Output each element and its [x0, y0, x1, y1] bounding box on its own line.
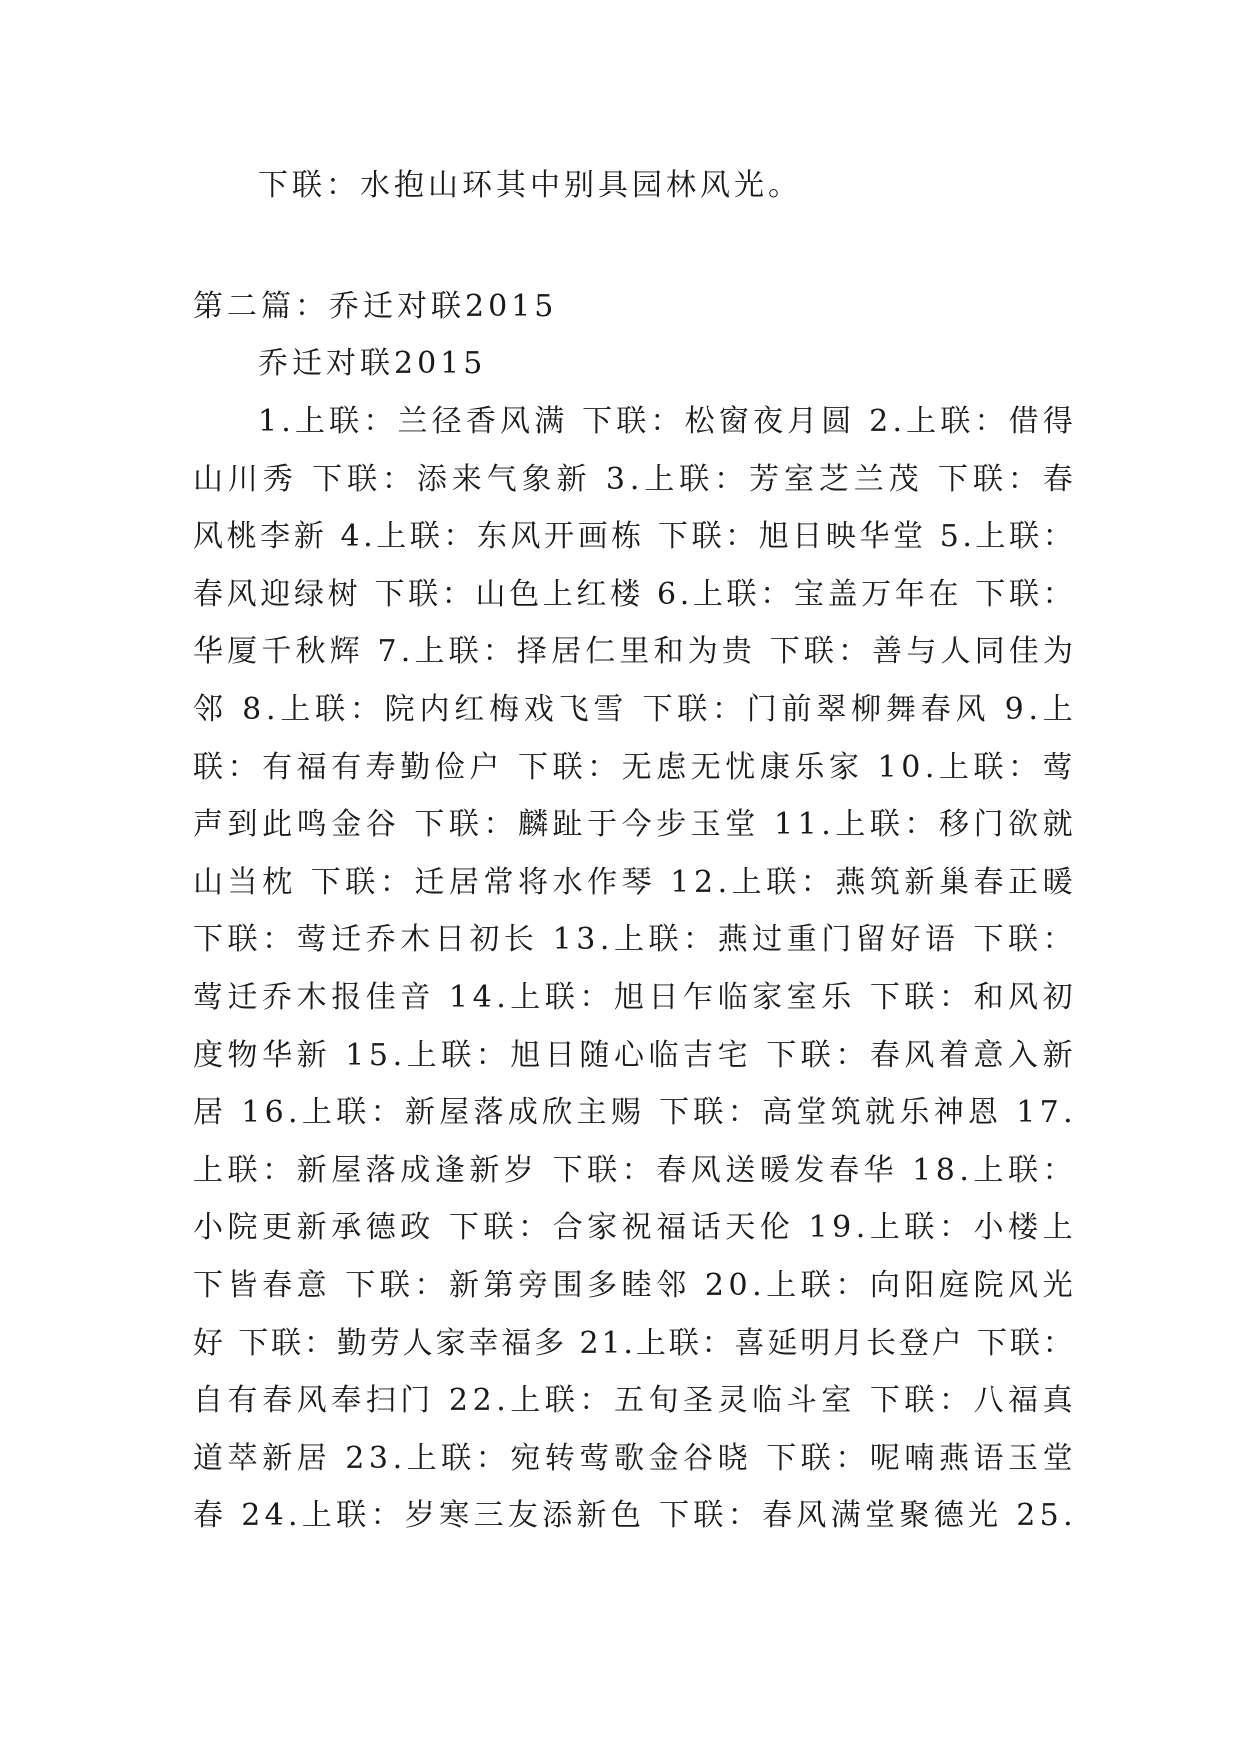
body-line: 度 物 华 新 1 5 . 上 联 ： 旭 日 随 心 临 吉 宅 下 联 ： 春 风 着 意 入 新 [193, 1037, 1073, 1073]
subheading: 乔迁对联2015 [258, 346, 487, 381]
body-line: 声 到 此 鸣 金 谷 下 联 ： 麟 趾 于 今 步 玉 堂 1 1 . 上 联 ： 移 门 欲 就 [193, 807, 1073, 843]
body-line: 邻 8 . 上 联 ： 院 内 红 梅 戏 飞 雪 下 联 ： 门 前 翠 柳 舞 春 风 9 . 上 [193, 691, 1073, 727]
body-line: 风 桃 李 新 4 . 上 联 ： 东 风 开 画 栋 下 联 ： 旭 日 映 华 堂 5 . 上 联 ： [193, 519, 1073, 555]
body-line: 下 联 ： 莺 迁 乔 木 日 初 长 1 3 . 上 联 ： 燕 过 重 门 留 好 语 下 联 ： [193, 922, 1073, 958]
body-line: 小 院 更 新 承 德 政 下 联 ： 合 家 祝 福 话 天 伦 1 9 . 上 联 ： 小 楼 上 [193, 1210, 1073, 1246]
body-line: 山 川 秀 下 联 ： 添 来 气 象 新 3 . 上 联 ： 芳 室 芝 兰 茂 下 联 ： 春 [193, 461, 1073, 497]
body-line: 下 皆 春 意 下 联 ： 新 第 旁 围 多 睦 邻 2 0 . 上 联 ： 向 阳 庭 院 风 光 [193, 1267, 1073, 1303]
body-line: 莺 迁 乔 木 报 佳 音 1 4 . 上 联 ： 旭 日 乍 临 家 室 乐 下 联 ： 和 风 初 [193, 979, 1073, 1015]
body-line: 联 ： 有 福 有 寿 勤 俭 户 下 联 ： 无 虑 无 忧 康 乐 家 1 0 . 上 联 ： 莺 [193, 749, 1073, 785]
body-line: 春 2 4 . 上 联 ： 岁 寒 三 友 添 新 色 下 联 ： 春 风 满 堂 聚 德 光 2 5 . [193, 1498, 1073, 1534]
body-line: 华 厦 千 秋 辉 7 . 上 联 ： 择 居 仁 里 和 为 贵 下 联 ： 善 与 人 同 佳 为 [193, 634, 1073, 670]
first-line: 下联：水抱山环其中别具园林风光。 [258, 168, 802, 203]
section-heading: 第二篇：乔迁对联2015 [193, 289, 558, 324]
body-line: 上 联 ： 新 屋 落 成 逢 新 岁 下 联 ： 春 风 送 暖 发 春 华 1 8 . 上 联 ： [193, 1152, 1073, 1188]
body-line: 居 1 6 . 上 联 ： 新 屋 落 成 欣 主 赐 下 联 ： 高 堂 筑 就 乐 神 恩 1 7 . [193, 1095, 1073, 1131]
body-paragraph [193, 402, 1073, 1554]
body-line: 好 下 联 ： 勤 劳 人 家 幸 福 多 2 1 . 上 联 ： 喜 延 明 月 长 登 户 下 联 ： [193, 1325, 1073, 1361]
body-line: 山 当 枕 下 联 ： 迁 居 常 将 水 作 琴 1 2 . 上 联 ： 燕 筑 新 巢 春 正 暖 [193, 864, 1073, 900]
body-line: 1 . 上 联 ： 兰 径 香 风 满 下 联 ： 松 窗 夜 月 圆 2 . 上 联 ： 借 得 [258, 404, 1073, 439]
body-line: 道 萃 新 居 2 3 . 上 联 ： 宛 转 莺 歌 金 谷 晓 下 联 ： 呢 喃 燕 语 玉 堂 [193, 1440, 1073, 1476]
body-line: 春 风 迎 绿 树 下 联 ： 山 色 上 红 楼 6 . 上 联 ： 宝 盖 万 年 在 下 联 ： [193, 576, 1073, 612]
body-line: 自 有 春 风 奉 扫 门 2 2 . 上 联 ： 五 旬 圣 灵 临 斗 室 下 联 ： 八 福 真 [193, 1383, 1073, 1419]
